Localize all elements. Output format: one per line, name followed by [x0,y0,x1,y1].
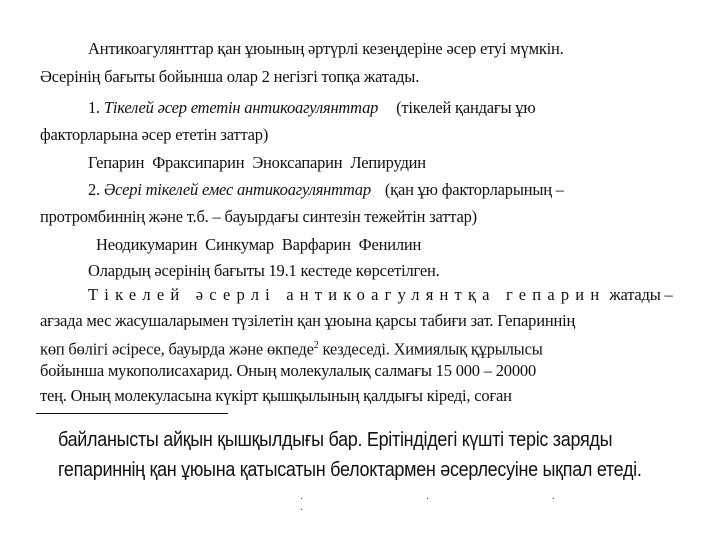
p1-line-1: Антикоагулянттар қан ұюының әртүрлі кезеңдеріне әсер етуі мүмкін. [88,39,564,58]
p3-line: Олардың әсерінің бағыты 19.1 кестеде көрсетілген. [88,261,440,280]
item2-desc-start: (қан ұю факторларының – [384,180,564,199]
item2-number: 2. [88,180,100,199]
footnote-divider [36,413,228,414]
p4-spaced-phrase: Тікелей әсерлі антикоагулянтқа гепарин [88,285,606,304]
p4-line-5: тең. Оның молекуласына күкірт қышқылының қалдығы кіреді, соған [40,386,512,405]
p4-line-3-a: көп бөлігі әсіресе, бауырда және өкпеде [40,339,314,359]
item2-line-2: протромбиннің және т.б. – бауырдағы синтезін тежейтін заттар) [40,207,477,226]
scan-artifact-dots: · · · · [300,494,615,516]
item1-line-2: факторларына әсер ететін заттар) [40,125,269,144]
p4-line-4: бойынша мукополисахарид. Оның молекулалық салмағы 15 000 – 20000 [40,361,536,380]
p4-line-3 [40,335,543,361]
item2-drug-list: Неодикумарин Синкумар Варфарин Фенилин [96,235,422,254]
item2-line-1 [88,179,564,201]
item2-title: Әсері тікелей емес антикоагулянттар [103,180,371,199]
item1-line-1 [88,97,535,119]
p4-line-1-end: жатады – [609,285,673,304]
footnote-line-1: байланысты айқын қышқылдығы бар. Ерітіндідегі күшті теріс заряды [58,428,613,451]
item1-title: Тікелей әсер ететін антикоагулянттар [103,98,379,117]
item1-desc-start: (тікелей қандағы ұю [396,98,536,117]
item1-number: 1. [88,98,100,117]
item1-drug-list: Гепарин Фраксипарин Эноксапарин Лепирудин [88,153,426,172]
p4-line-2: ағзада мес жасушаларымен түзілетін қан ұюына қарсы табиғи зат. Гепариннің [40,311,576,330]
p4-line-3-b: кездеседі. Химиялық құрылысы [318,339,543,359]
p1-line-2: Әсерінің бағыты бойынша олар 2 негізгі топқа жатады. [40,67,420,86]
p4-line-1 [88,284,673,306]
footnote-ref: 2 [313,340,319,351]
footnote-line-2: гепариннің қан ұюына қатысатын белоктармен әсерлесуіне ықпал етеді. [58,458,642,481]
